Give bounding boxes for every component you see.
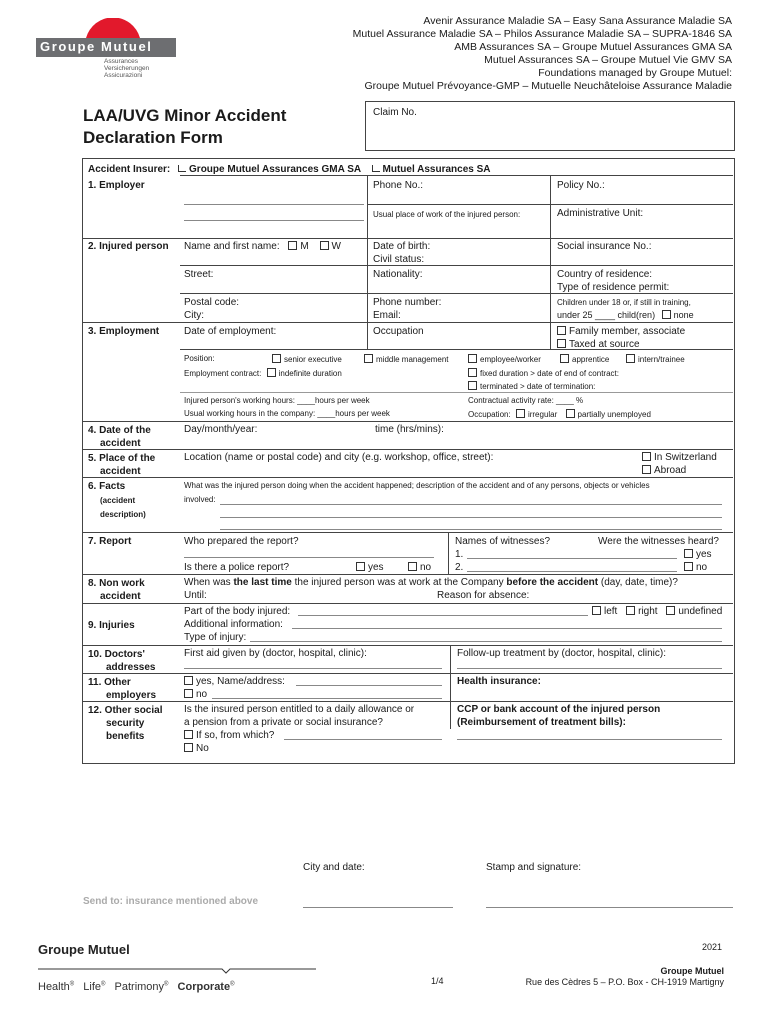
irregular-label: irregular (527, 410, 558, 419)
other-employers-label-2: employers (106, 690, 157, 701)
additional-info-line[interactable] (292, 628, 722, 629)
usual-hours-label: Usual working hours in the company: ____hours per week (184, 409, 390, 418)
checkbox-none[interactable] (662, 310, 671, 319)
q-part-a: When was (184, 577, 234, 588)
checkbox-if-so[interactable] (184, 730, 193, 739)
police-yes-label: yes (368, 562, 384, 573)
occupation-type-label: Occupation: (468, 410, 511, 419)
injury-type-line[interactable] (250, 641, 722, 642)
until-label: Until: (184, 590, 207, 601)
form-year: 2021 (702, 942, 723, 952)
name-field (184, 241, 341, 252)
checkbox-heard-no[interactable] (684, 562, 693, 571)
postal-code-label: Postal code: (184, 297, 240, 308)
children-label-1: Children under 18 or, if still in training, (557, 298, 691, 307)
working-hours-label: Injured person's working hours: ____hours per week (184, 396, 370, 405)
place-label-2: accident (100, 466, 141, 477)
employer-line-2[interactable] (184, 220, 364, 221)
heard-yes (684, 549, 712, 560)
q-part-e: (day, date, time)? (598, 577, 678, 588)
pillar-health: Health (38, 981, 70, 993)
country-label: Country of residence: (557, 269, 653, 280)
facts-label-2: (accident (100, 496, 136, 505)
right-label: right (638, 606, 658, 617)
option-gma: Groupe Mutuel Assurances GMA SA (189, 164, 361, 175)
other-employer-no (184, 689, 207, 700)
checkbox-benefits-no[interactable] (184, 743, 193, 752)
pillar-corporate: Corporate (177, 981, 231, 993)
first-aid-line[interactable] (184, 668, 442, 669)
witness-2-line[interactable] (467, 571, 677, 572)
nationality-label: Nationality: (373, 269, 423, 280)
street-label: Street: (184, 269, 214, 280)
accident-date-label: Day/month/year: (184, 424, 258, 435)
policy-number-label: Policy No.: (557, 180, 605, 191)
side-options (592, 606, 722, 617)
witness-1-label: 1. (455, 549, 464, 560)
name-label: Name and first name: (184, 241, 280, 252)
insurer-line: Mutuel Assurance Maladie SA – Philos Assurance Maladie SA – SUPRA-1846 SA (352, 28, 732, 40)
footer-company: Groupe Mutuel (660, 966, 724, 976)
stamp-signature-label: Stamp and signature: (486, 862, 582, 873)
employer-no-label: no (196, 689, 208, 700)
insurer-line: Avenir Assurance Maladie SA – Easy Sana Assurance Maladie SA (423, 15, 732, 27)
left-label: left (604, 606, 618, 617)
police-no (408, 562, 431, 573)
body-part-line[interactable] (298, 615, 588, 616)
gender-w-label: W (331, 241, 341, 252)
checkbox-employer-yes[interactable] (184, 676, 193, 685)
switzerland-row (642, 452, 717, 463)
checkbox-partial[interactable] (566, 409, 575, 418)
indefinite-label: indefinite duration (278, 369, 342, 378)
terminated-label: terminated > date of termination: (480, 382, 596, 391)
option-mutuel: Mutuel Assurances SA (382, 164, 491, 175)
allowance-question-1: Is the insured person entitled to a daily allowance or (184, 704, 415, 715)
location-label: Location (name or postal code) and city (e.g. workshop, office, street): (184, 452, 494, 463)
title-line-2: Declaration Form (83, 128, 223, 147)
checkbox-left[interactable] (592, 606, 601, 615)
allowance-question-2: a pension from a private or social insurance? (184, 717, 383, 728)
checkbox-senior[interactable] (272, 354, 281, 363)
witness-1-line[interactable] (467, 558, 677, 559)
employment-date-label: Date of employment: (184, 326, 277, 337)
footer-divider (38, 964, 316, 974)
social-label-3: benefits (106, 731, 145, 742)
employee-label: employee/worker (480, 355, 541, 364)
heard-no-label: no (696, 562, 708, 573)
accident-time-label: time (hrs/mins): (375, 424, 444, 435)
checkbox-heard-yes[interactable] (684, 549, 693, 558)
footer-pillars: Health® Life® Patrimony® Corporate® (38, 981, 235, 993)
benefits-no-label: No (196, 743, 209, 754)
tagline-2: Versicherungen (104, 65, 150, 72)
email-label: Email: (373, 310, 401, 321)
contract-row (184, 368, 342, 378)
social-insurance-label: Social insurance No.: (557, 241, 652, 252)
facts-label-1: 6. Facts (88, 481, 126, 492)
employer-line-1[interactable] (184, 204, 364, 205)
witnesses-label: Names of witnesses? (455, 536, 551, 547)
checkbox-m[interactable] (288, 241, 297, 250)
nonwork-label-1: 8. Non work (88, 578, 145, 589)
social-label-1: 12. Other social (88, 705, 163, 716)
footer-address: Rue des Cèdres 5 – P.O. Box - CH-1919 Martigny (525, 977, 724, 987)
switzerland-label: In Switzerland (654, 452, 717, 463)
accident-insurer-label: Accident Insurer: (88, 164, 171, 175)
injury-type-label: Type of injury: (184, 632, 247, 643)
other-employer-yes (184, 676, 285, 687)
page-title (83, 105, 286, 149)
civil-status-label: Civil status: (373, 254, 425, 265)
checkbox-police-no[interactable] (408, 562, 417, 571)
witness-2-label: 2. (455, 562, 464, 573)
occupation-label: Occupation (373, 326, 424, 337)
facts-label-3: description) (100, 510, 146, 519)
checkbox-family[interactable] (557, 326, 566, 335)
body-part-label: Part of the body injured: (184, 606, 291, 617)
none-label: none (673, 310, 694, 320)
benefits-no-row (184, 743, 209, 754)
insurer-line: Foundations managed by Groupe Mutuel: (538, 67, 732, 79)
social-label-2: security (106, 718, 145, 729)
children-row (557, 310, 694, 320)
followup-label: Follow-up treatment by (doctor, hospital, clinic): (457, 648, 666, 659)
witnesses-heard-label: Were the witnesses heard? (598, 536, 719, 547)
section-employment-label: 3. Employment (88, 326, 160, 337)
gender-m-label: M (300, 241, 309, 252)
workplace-label: Usual place of work of the injured person: (373, 210, 521, 219)
report-author-label: Who prepared the report? (184, 536, 299, 547)
section-nonwork-label (88, 577, 145, 603)
last-time-question (184, 577, 678, 588)
children-label-2: under 25 ____ child(ren) (557, 310, 656, 320)
insurer-line: Mutuel Assurances SA – Groupe Mutuel Vie GMV SA (484, 54, 732, 66)
page-number: 1/4 (431, 976, 444, 986)
city-date-line[interactable] (303, 907, 453, 908)
apprentice-label: apprentice (572, 355, 610, 364)
checkbox-fixed[interactable] (468, 368, 477, 377)
signature-line[interactable] (486, 907, 733, 908)
q-part-d: before the accident (506, 577, 599, 588)
activity-rate-label: Contractual activity rate: ____ % (468, 396, 584, 405)
additional-info-label: Additional information: (184, 619, 283, 630)
position-row (184, 354, 729, 363)
report-author-line[interactable] (184, 557, 434, 558)
facts-line-2[interactable] (220, 517, 722, 518)
accident-insurer-row (88, 164, 491, 175)
section-other-employers-label (88, 676, 156, 702)
checkbox-indefinite[interactable] (267, 368, 276, 377)
employer-address-line-2[interactable] (212, 698, 442, 699)
section-doctors-label (88, 648, 155, 674)
checkbox-irregular[interactable] (516, 409, 525, 418)
insurer-list (212, 15, 732, 93)
facts-line-1[interactable] (220, 504, 722, 505)
checkbox-middle[interactable] (364, 354, 373, 363)
dob-label: Date of birth: (373, 241, 431, 252)
police-report-label: Is there a police report? (184, 562, 290, 573)
taxed-label: Taxed at source (569, 339, 640, 350)
undefined-label: undefined (678, 606, 723, 617)
section-injured-person-label: 2. Injured person (88, 241, 169, 252)
checkbox-intern[interactable] (626, 354, 635, 363)
fixed-row (468, 368, 619, 378)
abroad-label: Abroad (654, 465, 687, 476)
checkbox-right[interactable] (626, 606, 635, 615)
claim-label: Claim No. (373, 107, 417, 118)
city-label: City: (184, 310, 204, 321)
section-injuries-label: 9. Injuries (88, 620, 135, 631)
pillar-life: Life (83, 981, 102, 993)
checkbox-employer-no[interactable] (184, 689, 193, 698)
checkbox-mutuel[interactable] (372, 165, 380, 172)
permit-label: Type of residence permit: (557, 282, 670, 293)
facts-question: What was the injured person doing when the accident happened; description of the accident and of any persons, objects or vehicles (184, 481, 650, 490)
date-label-1: 4. Date of the (88, 425, 151, 436)
place-label-1: 5. Place of the (88, 453, 156, 464)
first-aid-label: First aid given by (doctor, hospital, clinic): (184, 648, 367, 659)
family-member-row (557, 326, 685, 337)
q-part-c: the injured person was at work at the Company (291, 577, 507, 588)
police-yes (356, 562, 384, 573)
footer-brand: Groupe Mutuel (38, 942, 130, 957)
tagline-3: Assicurazioni (104, 72, 143, 79)
section-date-label (88, 424, 151, 450)
nonwork-label-2: accident (100, 591, 141, 602)
logo-text: Groupe Mutuel (40, 39, 153, 54)
partial-label: partially unemployed (577, 410, 651, 419)
police-report-row (184, 562, 289, 573)
checkbox-w[interactable] (320, 241, 329, 250)
logo-tagline (104, 58, 149, 79)
section-report-label: 7. Report (88, 536, 132, 547)
ccp-line[interactable] (457, 739, 722, 740)
occupation-row (468, 409, 651, 419)
pillar-patrimony: Patrimony (114, 981, 165, 993)
ccp-label-1: CCP or bank account of the injured person (457, 704, 661, 715)
checkbox-taxed[interactable] (557, 339, 566, 348)
send-to-label: Send to: insurance mentioned above (83, 896, 259, 907)
absence-reason-label: Reason for absence: (437, 590, 530, 601)
heard-yes-label: yes (696, 549, 712, 560)
checkbox-switzerland[interactable] (642, 452, 651, 461)
if-so-label: If so, from which? (196, 730, 275, 741)
checkbox-terminated[interactable] (468, 381, 477, 390)
q-part-b: the last time (233, 577, 292, 588)
checkbox-abroad[interactable] (642, 465, 651, 474)
checkbox-employee[interactable] (468, 354, 477, 363)
doctors-label-2: addresses (106, 662, 156, 673)
other-employers-label-1: 11. Other (88, 677, 131, 688)
senior-label: senior executive (284, 355, 342, 364)
family-label: Family member, associate (569, 326, 686, 337)
insurer-line: Groupe Mutuel Prévoyance-GMP – Mutuelle Neuchâteloise Assurance Maladie (364, 80, 732, 92)
checkbox-police-yes[interactable] (356, 562, 365, 571)
section-facts-label (88, 480, 146, 522)
if-so-row (184, 730, 274, 741)
abroad-row (642, 465, 686, 476)
checkbox-gma[interactable] (178, 165, 186, 172)
tagline-1: Assurances (104, 58, 138, 65)
fixed-label: fixed duration > date of end of contract: (480, 369, 619, 378)
section-employer-label: 1. Employer (88, 180, 145, 191)
position-label: Position: (184, 354, 215, 363)
intern-label: intern/trainee (638, 355, 685, 364)
doctors-label-1: 10. Doctors' (88, 649, 145, 660)
phone-number-label: Phone number: (373, 297, 442, 308)
followup-line[interactable] (457, 668, 722, 669)
employer-phone-label: Phone No.: (373, 180, 424, 191)
contract-label: Employment contract: (184, 369, 262, 378)
city-date-label: City and date: (303, 862, 365, 873)
section-place-label (88, 452, 155, 478)
date-label-2: accident (100, 438, 141, 449)
checkbox-undefined[interactable] (666, 606, 675, 615)
police-no-label: no (420, 562, 432, 573)
terminated-row (468, 381, 595, 391)
employer-address-line[interactable] (296, 685, 442, 686)
facts-involved-label: involved: (184, 495, 216, 504)
heard-no (684, 562, 707, 573)
middle-label: middle management (376, 355, 449, 364)
admin-unit-label: Administrative Unit: (557, 208, 644, 219)
section-social-security-label (88, 704, 162, 743)
employer-yes-label: yes, Name/address: (196, 676, 285, 687)
checkbox-apprentice[interactable] (560, 354, 569, 363)
claim-number-field[interactable] (365, 101, 735, 151)
title-line-1: LAA/UVG Minor Accident (83, 106, 287, 125)
health-insurance-label: Health insurance: (457, 676, 541, 687)
benefits-line[interactable] (284, 739, 442, 740)
ccp-label-2: (Reimbursement of treatment bills): (457, 717, 626, 728)
facts-line-3[interactable] (220, 529, 722, 530)
insurer-line: AMB Assurances SA – Groupe Mutuel Assurances GMA SA (454, 41, 732, 53)
